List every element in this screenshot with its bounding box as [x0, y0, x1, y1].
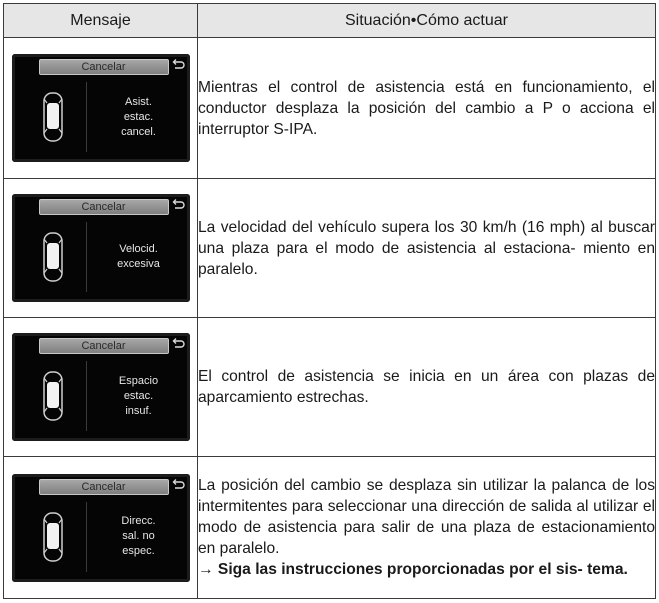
screen-divider [86, 222, 87, 292]
screen-message: Direcc. sal. no espec. [121, 515, 156, 557]
screen-message: Espacio estac. insuf. [118, 374, 159, 417]
table-row [4, 318, 656, 457]
situation-cell [198, 457, 656, 599]
screen-divider [86, 502, 87, 572]
return-arrow-icon[interactable] [171, 478, 185, 492]
situation-text: La posición del cambio se desplaza sin utilizar la palanca de los intermitentes para seleccionar una dirección de salida al utilizar el modo de asistencia para salir de una plaza de estacionamiento en paralelo. [198, 477, 655, 557]
situation-text: La velocidad del vehículo supera los 30 km/h (16 mph) al buscar una plaza para el modo de asistencia al estaciona- miento en paralelo. [198, 179, 656, 318]
car-top-view-icon [41, 92, 65, 142]
cancel-button[interactable]: Cancelar [39, 479, 169, 495]
message-table [3, 3, 656, 599]
table-row [4, 457, 656, 599]
table-row [4, 38, 656, 179]
cancel-button[interactable]: Cancelar [39, 59, 169, 75]
action-text: → Siga las instrucciones proporcionadas por el sis- tema. [198, 561, 628, 578]
situation-text: Mientras el control de asistencia está en funcionamiento, el conductor desplaza la posición del cambio a P o acciona el interruptor S-IPA. [198, 38, 656, 179]
screen-divider [86, 82, 87, 152]
cancel-button[interactable]: Cancelar [39, 199, 169, 215]
display-screen [12, 474, 190, 582]
display-screen [12, 333, 190, 441]
screen-message: Velocid. excesiva [117, 243, 160, 270]
car-top-view-icon [41, 512, 65, 562]
return-arrow-icon[interactable] [171, 337, 185, 351]
car-top-view-icon [41, 371, 65, 421]
table-row [4, 179, 656, 318]
situation-text: El control de asistencia se inicia en un área con plazas de aparcamiento estrechas. [198, 318, 656, 457]
screen-divider [86, 361, 87, 431]
header-situation: Situación•Cómo actuar [198, 4, 656, 38]
car-top-view-icon [41, 232, 65, 282]
screen-message: Asist. estac. cancel. [121, 95, 156, 138]
cancel-button[interactable]: Cancelar [39, 338, 169, 354]
display-screen [12, 194, 190, 302]
header-message: Mensaje [4, 4, 198, 38]
display-screen [12, 54, 190, 162]
return-arrow-icon[interactable] [171, 198, 185, 212]
return-arrow-icon[interactable] [171, 58, 185, 72]
table-header-row [4, 4, 656, 38]
